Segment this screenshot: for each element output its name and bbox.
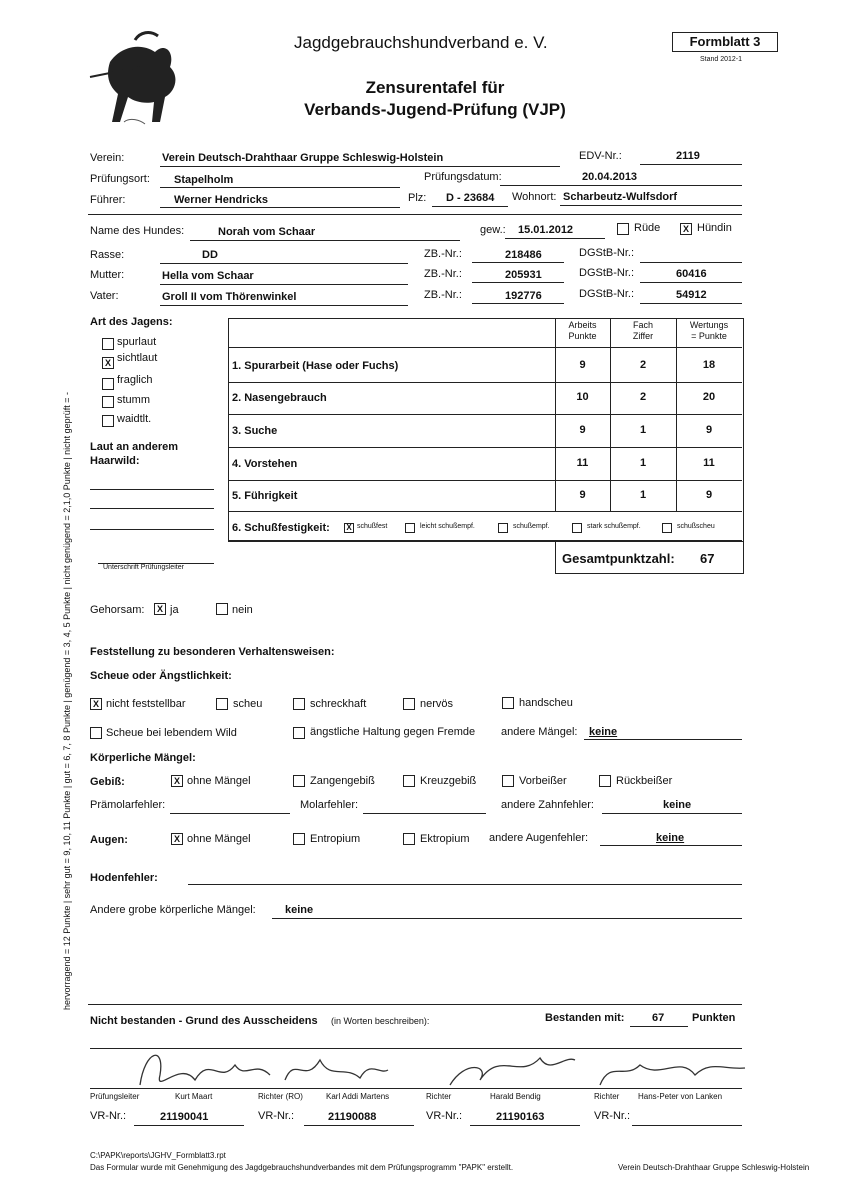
vr-value: 21190088 (328, 1111, 377, 1123)
jghv-logo (80, 22, 190, 137)
punkten-label: Punkten (692, 1012, 736, 1024)
wohnort-value: Scharbeutz-Wulfsdorf (563, 191, 678, 203)
org-name: Jagdgebrauchshundverband e. V. (294, 33, 548, 52)
vr-label: VR-Nr.: (90, 1110, 127, 1122)
gebiss-ohne-label: ohne Mängel (187, 775, 251, 787)
gebiss-ohne-checkbox[interactable]: X (171, 775, 183, 787)
row-wert: 11 (703, 457, 715, 469)
row-label: 3. Suche (232, 425, 278, 437)
row-label: 4. Vorstehen (232, 458, 298, 470)
judge-name: Kurt Maart (175, 1092, 213, 1101)
ruede-checkbox[interactable] (617, 223, 629, 235)
scheu-title: Scheue oder Ängstlichkeit: (90, 670, 232, 682)
ektropium-checkbox[interactable] (403, 833, 415, 845)
sichtlaut-label: sichtlaut (117, 352, 158, 364)
row-arbeit: 9 (579, 489, 586, 501)
vater-dgs-label: DGStB-Nr.: (579, 288, 635, 300)
row-arbeit: 9 (579, 424, 586, 436)
vater-value: Groll II vom Thörenwinkel (162, 291, 297, 303)
jagen-title: Art des Jagens: (90, 316, 173, 328)
stumm-label: stumm (117, 394, 150, 406)
mutter-zb-value: 205931 (505, 269, 542, 281)
row-arbeit: 10 (576, 391, 589, 403)
row-label: 1. Spurarbeit (Hase oder Fuchs) (232, 360, 399, 372)
laut-title-1: Laut an anderem (90, 441, 179, 453)
ort-value: Stapelholm (174, 174, 234, 186)
stumm-checkbox[interactable] (102, 396, 114, 408)
scheu-checkbox[interactable] (216, 698, 228, 710)
row-arbeit: 9 (579, 359, 586, 371)
row-wert: 18 (702, 359, 716, 371)
fraglich-label: fraglich (117, 374, 153, 386)
schussempf-checkbox[interactable] (498, 523, 508, 533)
stark-label: stark schußempf. (587, 523, 641, 530)
leicht-checkbox[interactable] (405, 523, 415, 533)
scheu-label: scheu (233, 698, 263, 710)
grobe-label: Andere grobe körperliche Mängel: (90, 904, 256, 916)
vorbeisser-checkbox[interactable] (502, 775, 514, 787)
gehorsam-ja-label: ja (170, 604, 179, 616)
schuss-label: 6. Schußfestigkeit: (232, 522, 330, 534)
nicht-bestanden-hint: (in Worten beschreiben): (331, 1016, 430, 1026)
zangen-checkbox[interactable] (293, 775, 305, 787)
col-wert-header: Wertungs = Punkte (689, 320, 729, 341)
row-wert: 9 (705, 489, 713, 501)
leicht-label: leicht schußempf. (420, 523, 475, 530)
rueckbeisser-label: Rückbeißer (616, 775, 673, 787)
title-line1: Zensurentafel für (365, 78, 505, 97)
wild-label: Scheue bei lebendem Wild (106, 727, 237, 739)
sichtlaut-checkbox[interactable]: X (102, 357, 114, 369)
edv-label: EDV-Nr.: (579, 150, 622, 162)
schreckhaft-checkbox[interactable] (293, 698, 305, 710)
praemolar-label: Prämolarfehler: (90, 799, 166, 811)
grobe-value: keine (285, 904, 314, 916)
vater-zb-label: ZB.-Nr.: (424, 289, 462, 301)
mutter-zb-label: ZB.-Nr.: (424, 268, 462, 280)
form-label: Formblatt 3 (672, 32, 778, 52)
footer-path: C:\PAPK\reports\JGHV_Formblatt3.rpt (90, 1151, 226, 1160)
gew-label: gew.: (480, 224, 506, 236)
schussscheu-label: schußscheu (677, 523, 715, 530)
rueckbeisser-checkbox[interactable] (599, 775, 611, 787)
datum-value: 20.04.2013 (582, 171, 638, 183)
schussfest-label: schußfest (357, 523, 388, 530)
kreuz-checkbox[interactable] (403, 775, 415, 787)
row-fach: 1 (639, 424, 647, 436)
mutter-value: Hella vom Schaar (162, 270, 254, 282)
mutter-dgs-label: DGStB-Nr.: (579, 267, 635, 279)
judge-role: Richter (426, 1092, 452, 1101)
title-line2: Verbands-Jugend-Prüfung (VJP) (304, 100, 566, 119)
andere-maengel-label: andere Mängel: (501, 726, 578, 738)
edv-value: 2119 (676, 150, 700, 162)
vr-label: VR-Nr.: (426, 1110, 463, 1122)
datum-label: Prüfungsdatum: (424, 171, 502, 183)
laut-title-2: Haarwild: (90, 455, 140, 467)
footer-note: Das Formular wurde mit Genehmigung des Jagdgebrauchshundverbandes mit dem Prüfungsprogramm "PAPK" erstellt. (90, 1163, 514, 1172)
verein-label: Verein: (90, 152, 125, 164)
plz-value: D - 23684 (446, 192, 495, 204)
gesamt-label: Gesamtpunktzahl: (562, 551, 675, 566)
entropium-label: Entropium (310, 833, 361, 845)
judge-role: Richter (594, 1092, 620, 1101)
wild-checkbox[interactable] (90, 727, 102, 739)
schussfest-checkbox[interactable]: X (344, 523, 354, 533)
nervoes-label: nervös (420, 698, 454, 710)
vater-dgs-value: 54912 (676, 289, 707, 301)
row-fach: 1 (639, 457, 647, 469)
row-fach: 1 (639, 489, 647, 501)
verhalten-title: Feststellung zu besonderen Verhaltensweisen: (90, 646, 335, 658)
augen-label: Augen: (90, 834, 128, 846)
row-wert: 20 (702, 391, 716, 403)
vorbeisser-label: Vorbeißer (519, 775, 567, 787)
row-wert: 9 (705, 424, 713, 436)
stark-checkbox[interactable] (572, 523, 582, 533)
judge-name: Karl Addi Martens (326, 1092, 390, 1101)
ort-label: Prüfungsort: (90, 173, 150, 185)
dog-name-label: Name des Hundes: (90, 225, 185, 237)
zahnfehler-value: keine (663, 799, 692, 811)
row-label: 2. Nasengebrauch (232, 392, 327, 404)
handscheu-label: handscheu (519, 697, 573, 709)
nicht-label: nicht feststellbar (106, 698, 186, 710)
andere-maengel-value: keine (589, 726, 618, 738)
rasse-value: DD (202, 249, 218, 261)
fremde-label: ängstliche Haltung gegen Fremde (310, 726, 476, 738)
plz-label: Plz: (408, 192, 427, 204)
zb-value: 218486 (505, 249, 542, 261)
huendin-checkbox[interactable]: X (680, 223, 692, 235)
row-arbeit: 11 (576, 457, 589, 469)
col-arbeit-header: Arbeits Punkte (568, 320, 597, 341)
waidtlt-label: waidtlt. (117, 413, 152, 425)
dgs-label: DGStB-Nr.: (579, 247, 635, 259)
huendin-label: Hündin (697, 222, 732, 234)
side-legend: hervorragend = 12 Punkte | sehr gut = 9, 10, 11 Punkte | gut = 6, 7, 8 Punkte | genügend = 3, 4, 5 Punkte | nicht genügend = 2,1,0 Punkte | nicht geprüft = - (62, 392, 72, 1010)
vater-zb-value: 192776 (505, 290, 542, 302)
mutter-dgs-value: 60416 (676, 268, 707, 280)
fremde-checkbox[interactable] (293, 727, 305, 739)
molar-label: Molarfehler: (300, 799, 359, 811)
row-label: 5. Führigkeit (232, 490, 298, 502)
row-fach: 2 (639, 359, 647, 371)
dog-name-value: Norah vom Schaar (218, 226, 316, 238)
augenfehler-value: keine (656, 832, 685, 844)
gehorsam-ja-checkbox[interactable]: X (154, 603, 166, 615)
nervoes-checkbox[interactable] (403, 698, 415, 710)
vr-value: 21190041 (160, 1111, 209, 1123)
schussempf-label: schußempf. (513, 523, 550, 530)
nicht-checkbox[interactable]: X (90, 698, 102, 710)
handscheu-checkbox[interactable] (502, 697, 514, 709)
zahnfehler-label: andere Zahnfehler: (501, 799, 594, 811)
hoden-label: Hodenfehler: (90, 872, 158, 884)
schreckhaft-label: schreckhaft (310, 698, 367, 710)
judge-role: Prüfungsleiter (90, 1092, 140, 1101)
nicht-bestanden-label: Nicht bestanden - Grund des Ausscheidens (90, 1015, 318, 1027)
vr-label: VR-Nr.: (594, 1110, 631, 1122)
zangen-label: Zangengebiß (310, 775, 375, 787)
kreuz-label: Kreuzgebiß (420, 775, 477, 787)
gew-value: 15.01.2012 (518, 224, 574, 236)
gesamt-value: 67 (700, 551, 715, 566)
koerper-title: Körperliche Mängel: (90, 752, 196, 764)
gebiss-label: Gebiß: (90, 776, 125, 788)
entropium-checkbox[interactable] (293, 833, 305, 845)
schussscheu-checkbox[interactable] (662, 523, 672, 533)
ektropium-label: Ektropium (420, 833, 470, 845)
ruede-label: Rüde (634, 222, 661, 234)
gehorsam-nein-checkbox[interactable] (216, 603, 228, 615)
rasse-label: Rasse: (90, 249, 125, 261)
unterschrift-label: Unterschrift Prüfungsleiter (103, 564, 184, 571)
judge-name: Hans-Peter von Lanken (638, 1092, 723, 1101)
fuehrer-value: Werner Hendricks (174, 194, 268, 206)
zb-label: ZB.-Nr.: (424, 248, 462, 260)
augen-ohne-checkbox[interactable]: X (171, 833, 183, 845)
fraglich-checkbox[interactable] (102, 378, 114, 390)
vater-label: Vater: (90, 290, 119, 302)
judge-name: Harald Bendig (490, 1092, 541, 1101)
vr-value: 21190163 (496, 1111, 545, 1123)
footer-club: Verein Deutsch-Drahthaar Gruppe Schleswig-Holstein (618, 1163, 810, 1172)
augenfehler-label: andere Augenfehler: (489, 832, 589, 844)
bestanden-value: 67 (652, 1012, 665, 1024)
verein-value: Verein Deutsch-Drahthaar Gruppe Schleswig-Holstein (162, 152, 444, 164)
mutter-label: Mutter: (90, 269, 125, 281)
judge-role: Richter (RO) (258, 1092, 303, 1101)
spurlaut-label: spurlaut (117, 336, 157, 348)
bestanden-label: Bestanden mit: (545, 1012, 625, 1024)
row-fach: 2 (639, 391, 647, 403)
col-fach-header: Fach Ziffer (632, 320, 654, 341)
signatures (120, 1040, 760, 1100)
fuehrer-label: Führer: (90, 194, 126, 206)
wohnort-label: Wohnort: (512, 191, 557, 203)
gehorsam-nein-label: nein (232, 604, 253, 616)
gehorsam-label: Gehorsam: (90, 604, 145, 616)
waidtlt-checkbox[interactable] (102, 415, 114, 427)
stand-label: Stand 2012-1 (700, 56, 743, 63)
augen-ohne-label: ohne Mängel (187, 833, 251, 845)
vr-label: VR-Nr.: (258, 1110, 295, 1122)
spurlaut-checkbox[interactable] (102, 338, 114, 350)
